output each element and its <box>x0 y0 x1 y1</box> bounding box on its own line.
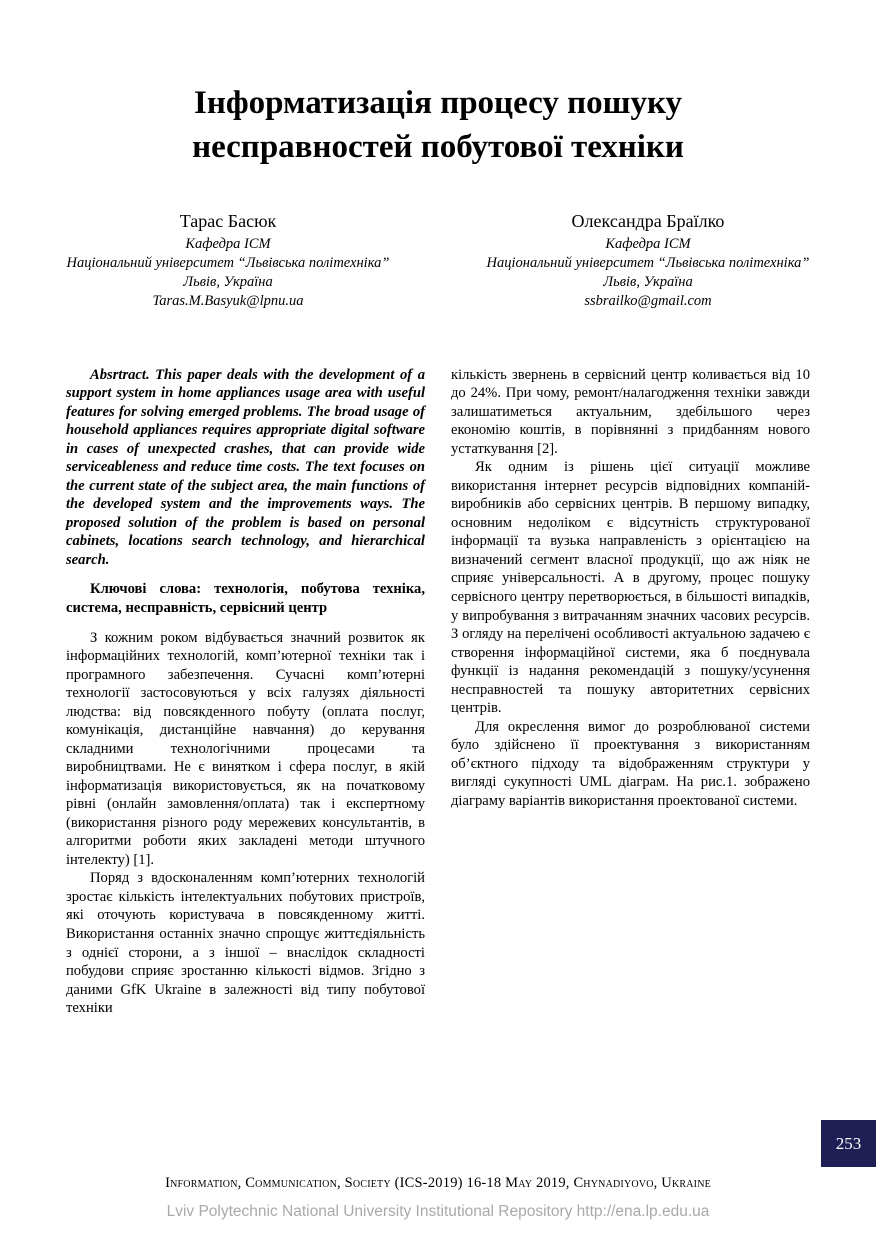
authors-block <box>0 211 876 312</box>
author-1-department: Кафедра ІСМ <box>185 236 271 253</box>
body-columns <box>66 366 810 1018</box>
body-paragraph: З кожним роком відбувається значний розвиток як інформаційних технологій, комп’ютерної техніки так і програмного забезпечення. Сучасні комп’ютерні технології застосовуються у всіх галузях діяльності людства: від повсякденного побуту (оплата послуг, комунікація, дистанційне навчання) до керування складними технологічними процесами та виробництвами. Не є винятком і сфера послуг, в якій інформатизація використовується, як на початковому рівні (онлайн замовлення/оплата) так і експертному (використання різного роду мережевих консультантів, в алгоритми роботи яких закладені методи штучного інтелекту) [1]. <box>66 629 425 868</box>
page-number-badge <box>821 1120 876 1167</box>
body-paragraph: Поряд з вдосконаленням комп’ютерних технологій зростає кількість інтелектуальних побутових пристроїв, які оточують користувача в повсякденному житті. Використання останніх значно спрощує життєдіяльність з однієї сторони, а з іншої – внаслідок складності побудови сприяє зростанню кількості відмов. Згідно з даними GfK Ukraine в залежності від типу побутової техніки <box>66 870 425 1017</box>
body-paragraph: Для окреслення вимог до розроблюваної системи було здійснено її проектування з використанням об’єктного підходу та відображенням структури у вигляді сукупності UML діаграм. На рис.1. зображено діаграму варіантів використання проектованої системи. <box>451 718 810 809</box>
abstract-paragraph: Absrtract. This paper deals with the development of a support system in home appliances usage area with useful features for solving emerged problems. The broad usage of household appliances requires appropriate digital software in cases of unexpected crashes, that can provide wide serviceableness and reduce time costs. The text focuses on the current state of the subject area, the main functions of the developed system and the improvements ways. The proposed solution of the problem is based on personal cabinets, locations search technology, and hierarchical search. <box>66 366 425 568</box>
left-column <box>66 366 425 1018</box>
repository-footer: Lviv Polytechnic National University Institutional Repository http://ena.lp.edu.ua <box>166 1203 710 1220</box>
conference-footer: Information, Communication, Society (ICS-2019) 16-18 May 2019, Chynadiyovo, Ukraine <box>165 1175 711 1191</box>
author-2 <box>468 211 828 312</box>
body-paragraph: Як одним із рішень цієї ситуації можливе використання інтернет ресурсів відповідних компаній-виробників або сервісних центрів. В першому випадку, основним недоліком є відсутність структурованої інформації та вузька направленість з орієнтацією на визначений сегмент власної продукції, що аж ніяк не сприяє універсальності. А в другому, процес пошуку сервісного центру перетворюється, в більшості випадків, у випробування з витрачанням значних часових ресурсів. З огляду на перелічені особливості актуальною задачею є створення інформаційної системи, яка б поєднувала функції із надання рекомендацій з пошуку/усунення несправностей та пошуку авторитетних сервісних центрів. <box>451 459 810 717</box>
author-1-email: Taras.M.Basyuk@lpnu.ua <box>152 293 304 310</box>
author-2-city: Львів, Україна <box>603 274 693 291</box>
keywords-paragraph: Ключові слова: технологія, побутова техніка, система, несправність, сервісний центр <box>66 581 425 616</box>
author-1-name: Тарас Басюк <box>179 211 277 232</box>
page-title: Інформатизація процесу пошуку несправностей побутової техніки <box>192 85 684 165</box>
page-number: 253 <box>835 1133 862 1153</box>
author-2-email: ssbrailko@gmail.com <box>584 293 712 310</box>
body-paragraph: кількість звернень в сервісний центр коливається від 10 до 24%. При чому, ремонт/налагодження техніки завжди залишатиметься актуальним, здебільшого через економію коштів, в порівнянні з придбанням нового устаткування [2]. <box>451 366 810 457</box>
right-column <box>451 366 810 1018</box>
author-1-university: Національний університет “Львівська політехніка” <box>66 255 390 272</box>
author-2-department: Кафедра ІСМ <box>605 236 691 253</box>
author-2-name: Олександра Браїлко <box>571 211 725 232</box>
author-1-city: Львів, Україна <box>183 274 273 291</box>
author-2-university: Національний університет “Львівська політехніка” <box>486 255 810 272</box>
author-1 <box>48 211 408 312</box>
